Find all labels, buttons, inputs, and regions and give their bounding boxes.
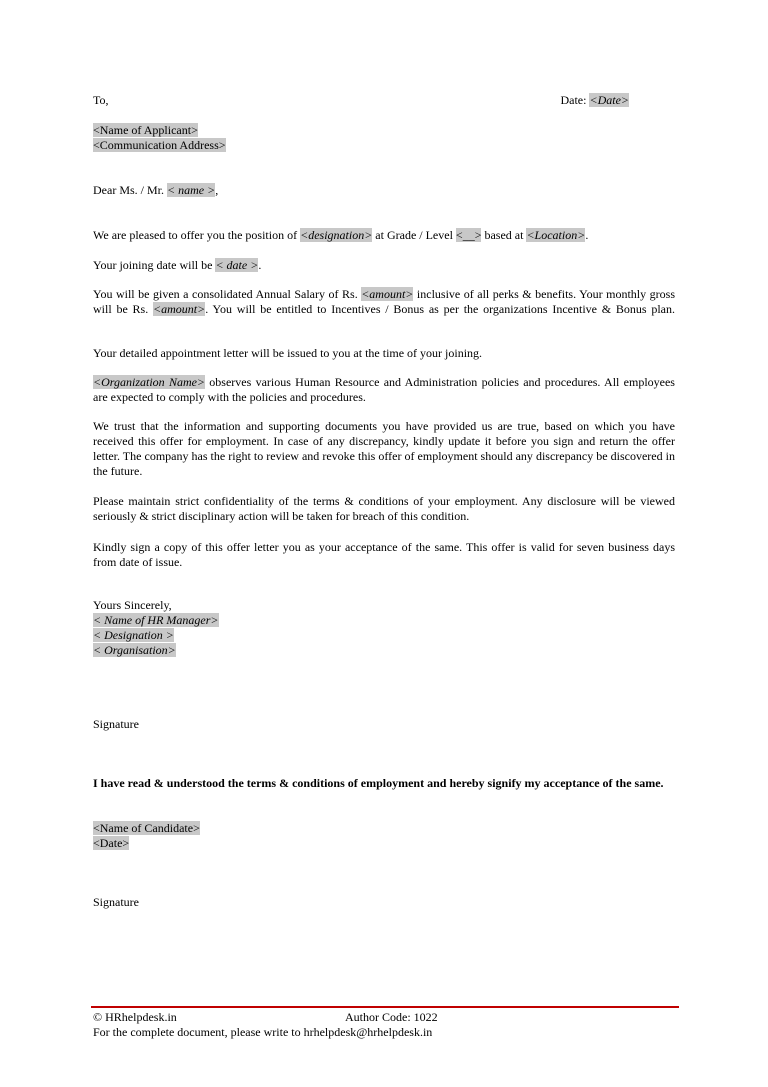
organization-name-placeholder: <Organization Name> [93,375,206,389]
organisation-placeholder: < Organisation> [93,643,176,657]
joining-paragraph: Your joining date will be < date >. [93,258,262,272]
monthly-amount-placeholder: <amount> [153,302,206,316]
closing-salutation: Yours Sincerely, [93,598,172,612]
date-placeholder: <Date> [589,93,629,107]
annual-amount-placeholder: <amount> [361,287,414,301]
header-row [93,93,675,108]
candidate-block [93,821,675,851]
joining-date-placeholder: < date > [215,258,259,272]
applicant-name-placeholder: <Name of Applicant> [93,123,198,137]
designation-placeholder: <designation> [300,228,373,242]
footer-copyright: © HRhelpdesk.in [93,1010,177,1024]
greeting: Dear Ms. / Mr. < name >, [93,183,219,197]
policy-paragraph: <Organization Name> observes various Human Resource and Administration policies and procedures. All employees are expected to comply with the policies and procedures. [93,375,675,404]
confidentiality-paragraph: Please maintain strict confidentiality of the terms & conditions of your employment. Any disclosure will be viewed seriously & strict disciplinary action will be taken for breach of this condition. [93,494,675,523]
communication-address-placeholder: <Communication Address> [93,138,226,152]
closing-block [93,598,675,658]
sign-copy-paragraph: Kindly sign a copy of this offer letter you as your acceptance of the same. This offer is valid for seven business days from date of issue. [93,540,675,569]
footer-author-code: Author Code: 1022 [345,1010,438,1024]
address-block [93,123,675,153]
name-placeholder: < name > [167,183,216,197]
footer [93,1010,675,1040]
salary-paragraph: You will be given a consolidated Annual Salary of Rs. <amount> inclusive of all perks & benefits. Your monthly gross will be Rs. <amount>. You will be entitled to Incentives / Bonus as per the organizations Incentive & Bonus plan. [93,287,675,316]
signature-label-candidate: Signature [93,895,139,909]
offer-paragraph: We are pleased to offer you the position of <designation> at Grade / Level <__> based at <Location>. [93,228,589,242]
candidate-date-placeholder: <Date> [93,836,130,850]
acceptance-statement: I have read & understood the terms & conditions of employment and hereby signify my acceptance of the same. [93,776,664,790]
location-placeholder: <Location> [526,228,586,242]
appointment-paragraph: Your detailed appointment letter will be issued to you at the time of your joining. [93,346,483,360]
trust-paragraph: We trust that the information and supporting documents you have provided us are true, based on which you have received this offer for employment. In case of any discrepancy, kindly update it before you sign and return the offer letter. The company has the right to review and revoke this offer of employment should any discrepancy be discovered in the future. [93,419,675,478]
footer-contact: For the complete document, please write to hrhelpdesk@hrhelpdesk.in [93,1025,433,1039]
signature-label-hr: Signature [93,717,139,731]
hr-manager-placeholder: < Name of HR Manager> [93,613,219,627]
footer-divider [91,1006,679,1008]
date-field: Date: <Date> [560,93,629,107]
grade-placeholder: <__> [455,228,482,242]
candidate-name-placeholder: <Name of Candidate> [93,821,200,835]
to-label: To, [93,93,109,107]
hr-designation-placeholder: < Designation > [93,628,174,642]
